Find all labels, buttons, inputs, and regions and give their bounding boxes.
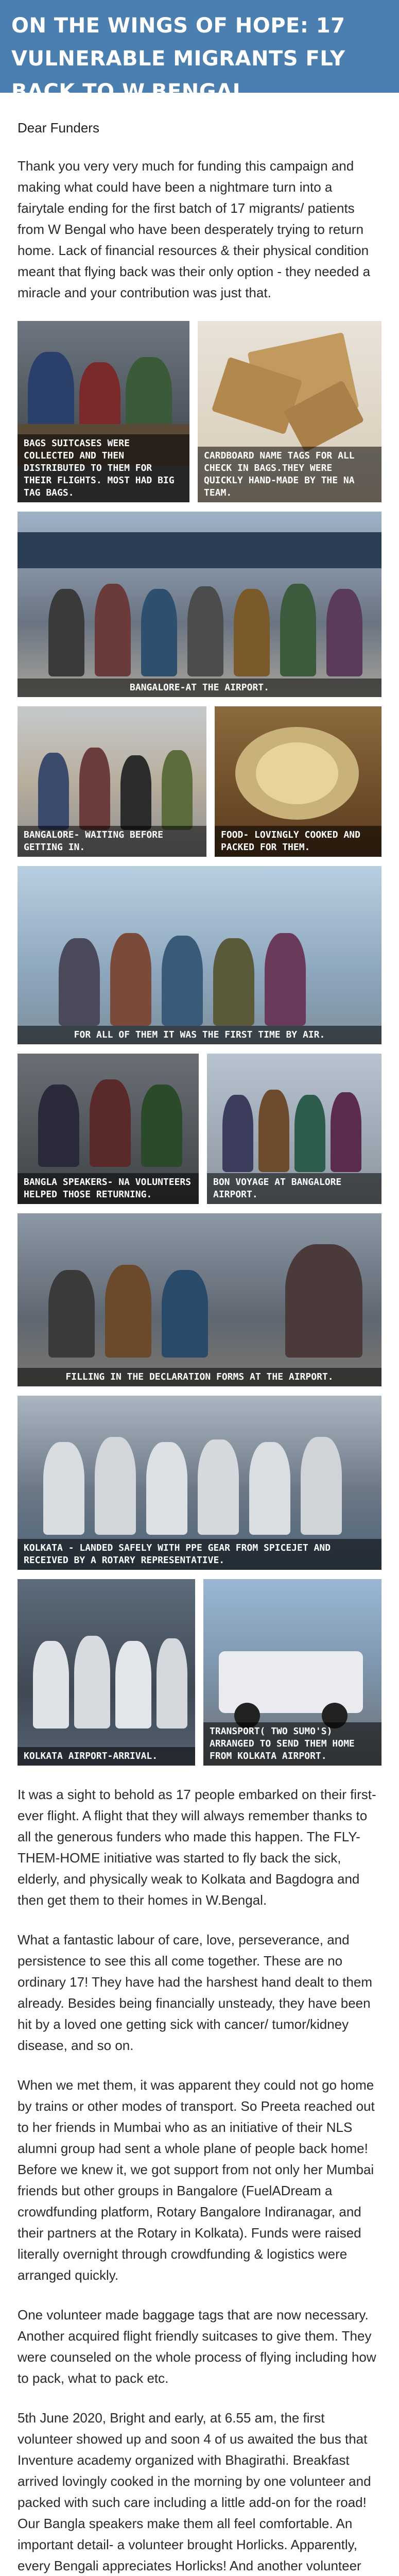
photo-transport [203, 1579, 381, 1766]
photo-name-tags [198, 321, 381, 502]
page-title: ON THE WINGS OF HOPE: 17 VULNERABLE MIGRANTS FLY BACK TO W.BENGAL. [11, 14, 345, 104]
photo-row [18, 866, 381, 1044]
photo-food [215, 706, 381, 857]
photo-bags-suitcases [18, 321, 189, 502]
photo-kolkata-landed [18, 1396, 381, 1570]
photo-row [18, 1579, 381, 1766]
story-paragraph: What a fantastic labour of care, love, perseverance, and persistence to see this all come together. These are no ordinary 17! They have had the harshest hand dealt to them already. Besides being financially unsteady, they have been hit by a loved one getting sick with cancer/ tumor/kidney disease, and so on. [18, 1932, 372, 2053]
photo-caption: FILLING IN THE DECLARATION FORMS AT THE AIRPORT. [18, 1368, 381, 1386]
photo-caption: FOR ALL OF THEM IT WAS THE FIRST TIME BY AIR. [18, 1026, 381, 1044]
photo-caption: KOLKATA - LANDED SAFELY WITH PPE GEAR FROM SPICEJET AND RECEIVED BY A ROTARY REPRESENTATIVE. [18, 1539, 381, 1570]
photo-scene [18, 1579, 195, 1766]
photo-row [18, 1054, 381, 1204]
photo-bon-voyage [207, 1054, 381, 1204]
photo-scene [18, 512, 381, 697]
photo-bangalore-airport [18, 512, 381, 697]
greeting: Dear Funders [18, 120, 99, 135]
intro-paragraph: Thank you very very much for funding this campaign and making what could have been a nightmare turn into a fairytale ending for the first batch of 17 migrants/ patients from W Bengal who have been desperately trying to return home. Lack of financial resources & their physical condition meant that flying back was their only option - they needed a miracle and your contribution was just that. [18, 158, 371, 300]
story-paragraph: When we met them, it was apparent they could not go home by trains or other modes of transport. So Preeta reached out to her friends in Mumbai who as an initiative of their NLS alumni group had sent a whole plane of people back home! Before we knew it, we got support from not only her Mumbai friends but other groups in Bangalore (FuelADream a crowdfunding platform, Rotary Bangalore Indiranagar, and their partners at the Rotary in Kolkata). Funds were raised literally overnight through crowdfunding & logistics were arranged quickly. [18, 2077, 375, 2283]
story-paragraph: 5th June 2020, Bright and early, at 6.55 am, the first volunteer showed up and soon 4 of us awaited the bus that Inventure academy organized with Bhagirathi. Breakfast arrived lovingly cooked in the morning by one volunteer and packed with such care including a little add-on for the road! Our Bangla speakers make them all feel comfortable. An important detail- a volunteer brought Horlicks. Apparently, every Bengali appreciates Horlicks! And another volunteer [18, 2410, 371, 2573]
photo-caption: FOOD- LOVINGLY COOKED AND PACKED FOR THEM. [215, 826, 381, 857]
photo-bangla-speakers [18, 1054, 199, 1204]
photo-gallery [18, 321, 381, 1766]
photo-first-flight [18, 866, 381, 1044]
photo-waiting [18, 706, 206, 857]
photo-row [18, 512, 381, 697]
photo-caption: BANGALORE-AT THE AIRPORT. [18, 679, 381, 697]
photo-scene [18, 866, 381, 1044]
photo-row [18, 1213, 381, 1386]
photo-kolkata-arrival [18, 1579, 195, 1766]
photo-declaration-forms [18, 1213, 381, 1386]
photo-scene [18, 1213, 381, 1386]
photo-caption: BANGLA SPEAKERS- NA VOLUNTEERS HELPED THOSE RETURNING. [18, 1173, 199, 1204]
story-paragraph: It was a sight to behold as 17 people embarked on their first-ever flight. A flight that they will always remember thanks to all the generous funders who made this happen. The FLY-THEM-HOME initiative was started to fly back the sick, elderly, and physically weak to Kolkata and Bagdogra and then get them to their homes in W.Bengal. [18, 1787, 376, 1908]
photo-caption: BANGALORE- WAITING BEFORE GETTING IN. [18, 826, 206, 857]
photo-caption: BAGS SUITCASES WERE COLLECTED AND THEN DISTRIBUTED TO THEM FOR THEIR FLIGHTS. MOST HAD BIG TAG BAGS. [18, 434, 189, 502]
letter-body [0, 118, 399, 2576]
photo-row [18, 1396, 381, 1570]
photo-row [18, 706, 381, 857]
page-header [0, 0, 399, 104]
photo-row [18, 321, 381, 502]
photo-caption: TRANSPORT( TWO SUMO'S) ARRANGED TO SEND THEM HOME FROM KOLKATA AIRPORT. [203, 1722, 381, 1766]
photo-caption: BON VOYAGE AT BANGALORE AIRPORT. [207, 1173, 381, 1204]
story-paragraph: One volunteer made baggage tags that are now necessary. Another acquired flight friendly suitcases to give them. They were counseled on the whole process of flying including how to pack, what to pack etc. [18, 2307, 376, 2386]
story-section [18, 1784, 381, 2576]
photo-caption: KOLKATA AIRPORT-ARRIVAL. [18, 1747, 195, 1766]
photo-caption: CARDBOARD NAME TAGS FOR ALL CHECK IN BAGS.THEY WERE QUICKLY HAND-MADE BY THE NA TEAM. [198, 447, 381, 502]
